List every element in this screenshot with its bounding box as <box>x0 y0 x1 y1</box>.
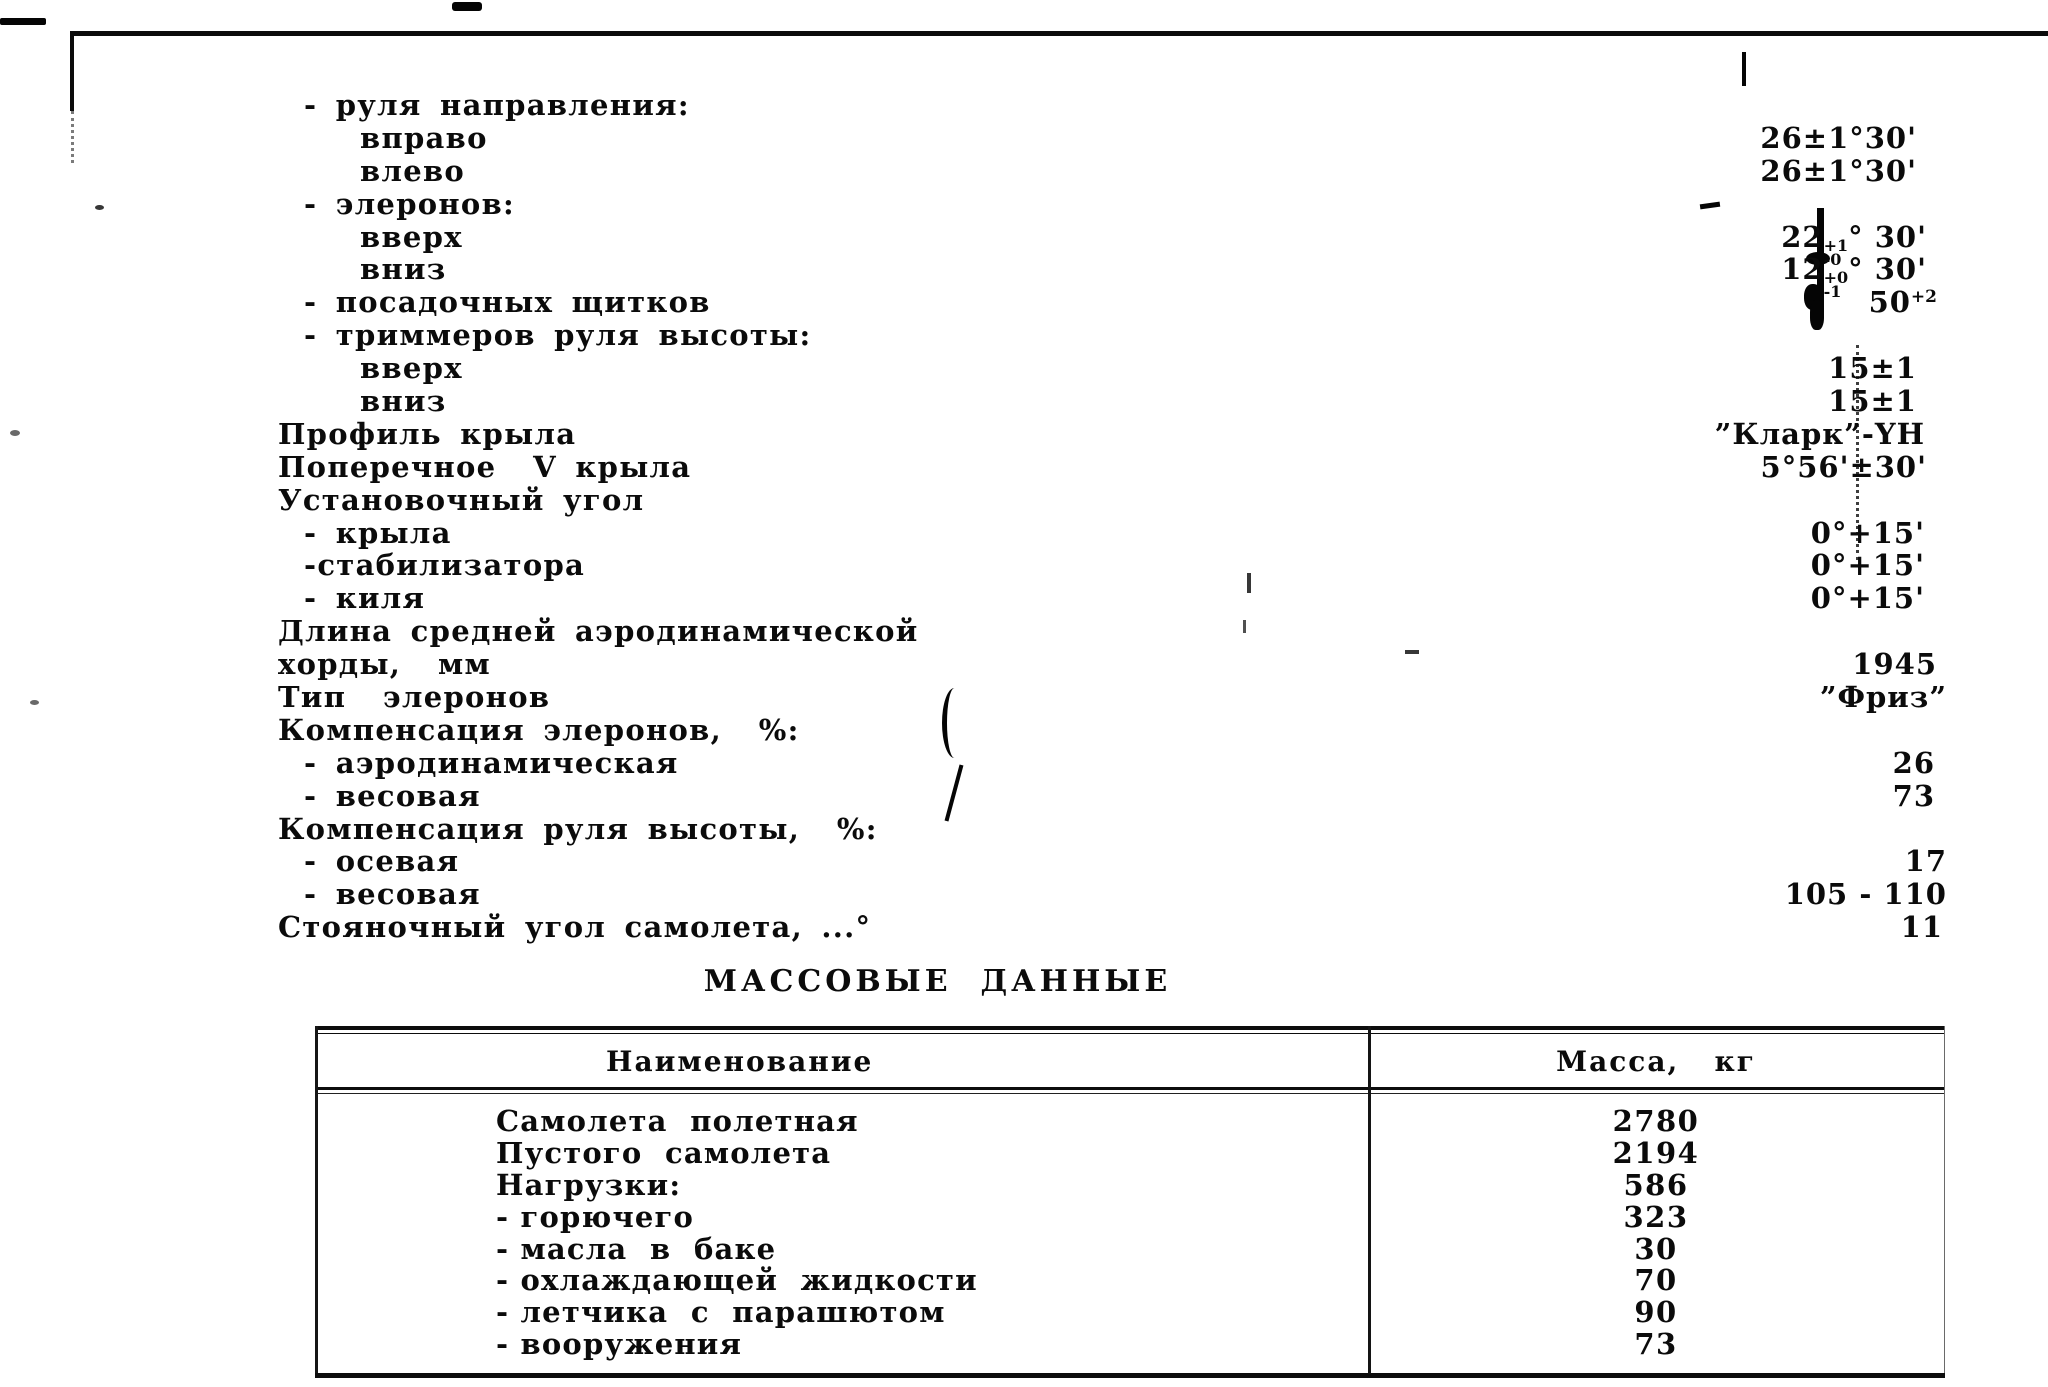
scan-artifact-dash <box>0 18 46 25</box>
table-cell-mass: 2780 <box>1612 1104 1700 1138</box>
table-cell-mass: 73 <box>1634 1327 1678 1362</box>
table-row <box>318 1295 1944 1330</box>
spec-label: Поперечное V крыла <box>278 449 692 484</box>
spec-row <box>278 581 1955 614</box>
spec-label: Профиль крыла <box>278 416 577 451</box>
spec-label: - крыла <box>304 515 452 550</box>
spec-row <box>278 252 1955 302</box>
spec-row <box>278 877 1955 910</box>
table-top-border <box>318 1026 1944 1035</box>
specification-list <box>278 88 1955 943</box>
spec-label: - весовая <box>304 877 481 912</box>
spec-value: 0°+15' <box>1810 548 1925 583</box>
spec-row <box>278 450 1955 483</box>
spec-label: Компенсация элеронов, %: <box>278 712 800 747</box>
spec-row <box>278 285 1955 318</box>
table-row <box>318 1136 1944 1168</box>
spec-label: - киля <box>304 581 426 616</box>
table-body <box>318 1095 1944 1362</box>
spec-label: хорды, мм <box>278 647 491 682</box>
spec-value: 17 <box>1904 844 1947 879</box>
spec-row <box>278 516 1955 549</box>
spec-label: Установочный угол <box>278 482 645 517</box>
table-row <box>318 1104 1944 1136</box>
spec-value: 5°56'±30' <box>1760 449 1927 484</box>
spec-label: Компенсация руля высоты, %: <box>278 811 878 846</box>
spec-label: вверх <box>360 351 463 386</box>
table-cell-mass: 90 <box>1634 1295 1678 1330</box>
spec-row <box>278 384 1955 417</box>
spec-value: 105 - 110 <box>1784 877 1947 912</box>
table-cell-mass: 323 <box>1623 1199 1689 1234</box>
table-header-row <box>318 1035 1944 1087</box>
scan-artifact-speck <box>30 700 39 705</box>
table-cell-mass: 586 <box>1623 1167 1689 1202</box>
spec-label: - весовая <box>304 778 481 813</box>
table-row <box>318 1327 1944 1362</box>
spec-label: Длина средней аэродинамической <box>278 614 919 649</box>
spec-label: вправо <box>360 120 488 155</box>
spec-row <box>278 647 1955 680</box>
spec-row <box>278 614 1955 647</box>
spec-row <box>278 910 1955 943</box>
page-frame-left-border <box>70 31 74 111</box>
scan-artifact-dash <box>452 2 482 11</box>
spec-row <box>278 351 1955 384</box>
scan-artifact-tick <box>1742 52 1746 86</box>
spec-row <box>278 746 1955 779</box>
spec-row <box>278 88 1955 121</box>
spec-label: влево <box>360 153 466 188</box>
spec-row <box>278 154 1955 187</box>
table-cell-mass: 70 <box>1634 1263 1678 1298</box>
mass-data-table <box>315 1026 1945 1378</box>
spec-value: 0°+15' <box>1810 515 1925 550</box>
spec-label: вниз <box>360 252 447 287</box>
scan-artifact-speck <box>10 430 20 436</box>
spec-row <box>278 187 1955 220</box>
spec-row <box>278 680 1955 713</box>
spec-value: 73 <box>1892 778 1935 813</box>
spec-value: 26 <box>1892 745 1935 780</box>
spec-value: ”Фриз” <box>1819 680 1947 715</box>
spec-value: 12 +0 -1 ° 30' <box>1781 252 1927 302</box>
table-cell-mass: 2194 <box>1612 1135 1700 1170</box>
spec-label: - аэродинамическая <box>304 745 679 780</box>
table-cell-mass: 30 <box>1634 1231 1678 1266</box>
spec-row <box>278 318 1955 351</box>
spec-value: 26±1°30' <box>1760 153 1917 188</box>
table-row <box>318 1263 1944 1298</box>
spec-label: - руля направления: <box>304 88 690 122</box>
spec-label: Тип элеронов <box>278 680 551 715</box>
spec-row <box>278 779 1955 812</box>
spec-label: - посадочных щитков <box>304 285 711 320</box>
table-cell-name: Самолета полетная <box>496 1104 859 1138</box>
spec-label: - триммеров руля высоты: <box>304 318 812 353</box>
spec-value: ”Кларк”-YH <box>1714 416 1925 451</box>
spec-row <box>278 121 1955 154</box>
page-frame-left-border-fade <box>71 111 74 163</box>
table-cell-name: Пустого самолета <box>496 1135 832 1170</box>
spec-value: 0°+15' <box>1810 581 1925 616</box>
table-cell-name: - горючего <box>496 1199 695 1234</box>
table-column-divider <box>1368 1026 1371 1374</box>
table-cell-name: - вооружения <box>496 1327 743 1362</box>
table-bottom-border <box>315 1373 1945 1378</box>
table-cell-name: - охлаждающей жидкости <box>496 1263 978 1298</box>
spec-value: 15±1 <box>1828 351 1917 386</box>
column-header-mass: Масса, кг <box>1556 1044 1756 1078</box>
table-header-underline <box>318 1087 1944 1095</box>
table-cell-name: - масла в баке <box>496 1231 777 1266</box>
table-row <box>318 1232 1944 1264</box>
spec-label: - осевая <box>304 844 460 879</box>
page-frame-top-border <box>70 31 2048 36</box>
spec-value: 26±1°30' <box>1760 120 1917 155</box>
spec-label: вниз <box>360 384 447 419</box>
spec-row <box>278 548 1955 581</box>
spec-value: 11 <box>1900 910 1943 945</box>
column-header-name: Наименование <box>606 1044 874 1078</box>
mass-data-title: МАССОВЫЕ ДАННЫЕ <box>703 964 1172 999</box>
spec-label: -стабилизатора <box>304 548 586 583</box>
scan-artifact-speck <box>95 205 104 210</box>
spec-value: 22 +1 -0 ° 30' <box>1781 219 1927 269</box>
spec-value: 1945 <box>1852 647 1937 682</box>
spec-label: - элеронов: <box>304 186 516 221</box>
spec-row <box>278 417 1955 450</box>
table-row <box>318 1168 1944 1200</box>
spec-row <box>278 844 1955 877</box>
table-cell-name: - летчика с парашютом <box>496 1295 946 1330</box>
spec-row <box>278 713 1955 746</box>
spec-row <box>278 219 1955 269</box>
spec-value: 15±1 <box>1828 384 1917 419</box>
table-row <box>318 1200 1944 1232</box>
spec-row <box>278 812 1955 845</box>
spec-label: вверх <box>360 219 463 254</box>
spec-label: Стояночный угол самолета, ...° <box>278 910 872 945</box>
spec-row <box>278 483 1955 516</box>
table-cell-name: Нагрузки: <box>496 1167 682 1202</box>
spec-value: $50^{+2}$ <box>1868 285 1937 320</box>
